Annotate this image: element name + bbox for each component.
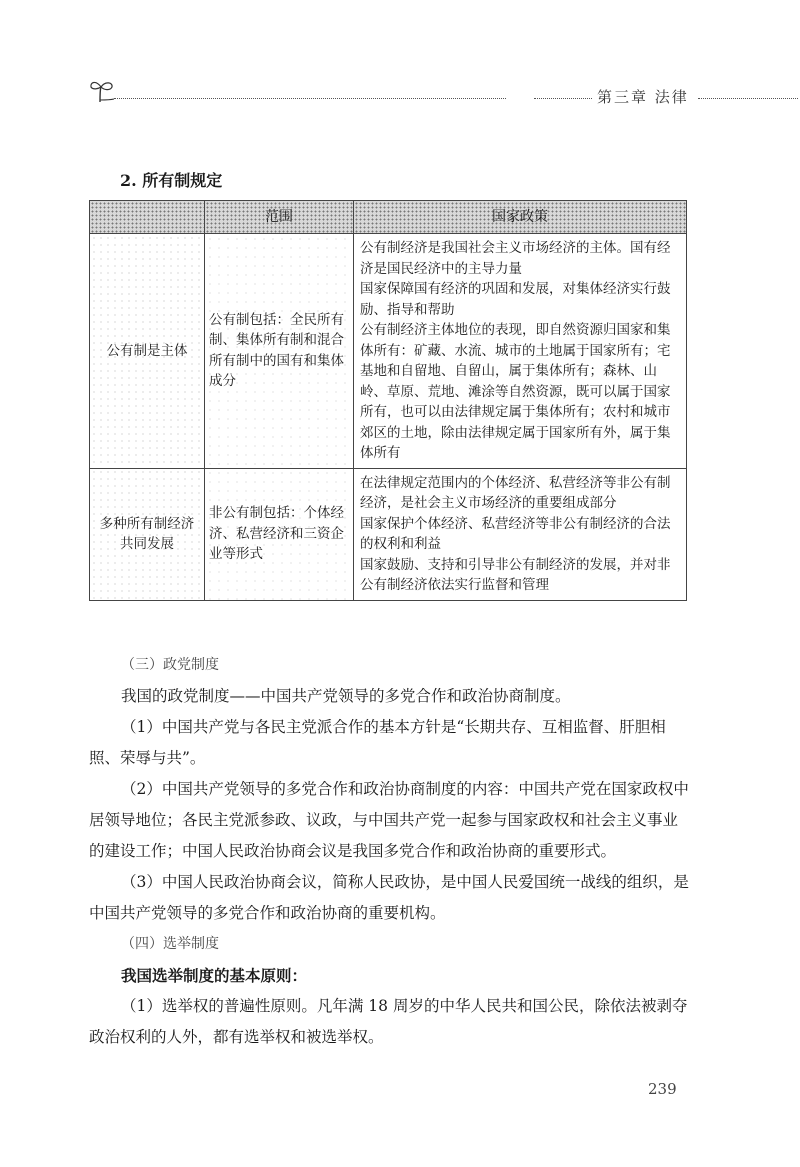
paragraph: （3）中国人民政治协商会议，简称人民政协，是中国人民爱国统一战线的组织，是中国共产党领导的多党合作和政治协商的重要机构。	[89, 873, 689, 922]
chapter-title: 第三章 法律	[593, 86, 693, 107]
running-header	[88, 78, 698, 108]
page-number: 239	[648, 1080, 677, 1098]
section-title: 2. 所有制规定	[120, 171, 223, 190]
paragraph: （2）中国共产党领导的多党合作和政治协商制度的内容：中国共产党在国家政权中居领导地位；各民主党派参政、议政，与中国共产党一起参与国家政权和社会主义事业的建设工作；中国人民政治协商会议是我国多党合作和政治协商的重要形式。	[89, 780, 689, 860]
paragraph: 我国的政党制度——中国共产党领导的多党合作和政治协商制度。	[121, 687, 571, 705]
header-cell-policy: 国家政策	[354, 201, 687, 234]
sprout-icon	[88, 78, 116, 104]
row-scope: 公有制包括：全民所有制、集体所有制和混合所有制中的国有和集体成分	[205, 234, 354, 469]
table-header-row	[90, 201, 687, 234]
policy-item: 公有制经济主体地位的表现，即自然资源归国家和集体所有：矿藏、水流、城市的土地属于国家所有；宅基地和自留地、自留山，属于集体所有；森林、山岭、草原、荒地、滩涂等自然资源，既可以属于国家所有，也可以由法律规定属于集体所有；农村和城市郊区的土地，除由法律规定属于国家所有外，属于集体所有	[360, 322, 671, 461]
policy-item: 国家保护个体经济、私营经济等非公有制经济的合法的权利和利益	[360, 515, 671, 552]
policy-item: 在法律规定范围内的个体经济、私营经济等非公有制经济，是社会主义市场经济的重要组成部分	[360, 474, 671, 511]
policy-item: 公有制经济是我国社会主义市场经济的主体。国有经济是国民经济中的主导力量	[360, 240, 671, 277]
body-text	[89, 650, 689, 1053]
paragraph: 我国选举制度的基本原则：	[121, 966, 308, 985]
row-scope: 非公有制包括：个体经济、私营经济和三资企业等形式	[205, 468, 354, 600]
table-row	[90, 234, 687, 469]
row-policy	[354, 234, 687, 469]
policy-item: 国家鼓励、支持和引导非公有制经济的发展，并对非公有制经济依法实行监督和管理	[360, 556, 671, 593]
policy-item: 国家保障国有经济的巩固和发展，对集体经济实行鼓励、指导和帮助	[360, 281, 671, 318]
header-cell-scope: 范围	[205, 201, 354, 234]
paragraph: （1）中国共产党与各民主党派合作的基本方针是“长期共存、互相监督、肝胆相照、荣辱与共”。	[89, 718, 666, 767]
row-category: 多种所有制经济共同发展	[90, 468, 205, 600]
table-row	[90, 468, 687, 600]
header-cell-empty	[90, 201, 205, 234]
subsection-heading: （三）政党制度	[121, 657, 219, 673]
ownership-table	[89, 200, 687, 601]
row-policy	[354, 468, 687, 600]
paragraph: （1）选举权的普遍性原则。凡年满 18 周岁的中华人民共和国公民，除依法被剥夺政治权利的人外，都有选举权和被选举权。	[89, 997, 688, 1046]
row-category: 公有制是主体	[90, 234, 205, 469]
header-rule	[698, 98, 798, 99]
subsection-heading: （四）选举制度	[121, 936, 219, 952]
header-rule	[114, 98, 506, 99]
